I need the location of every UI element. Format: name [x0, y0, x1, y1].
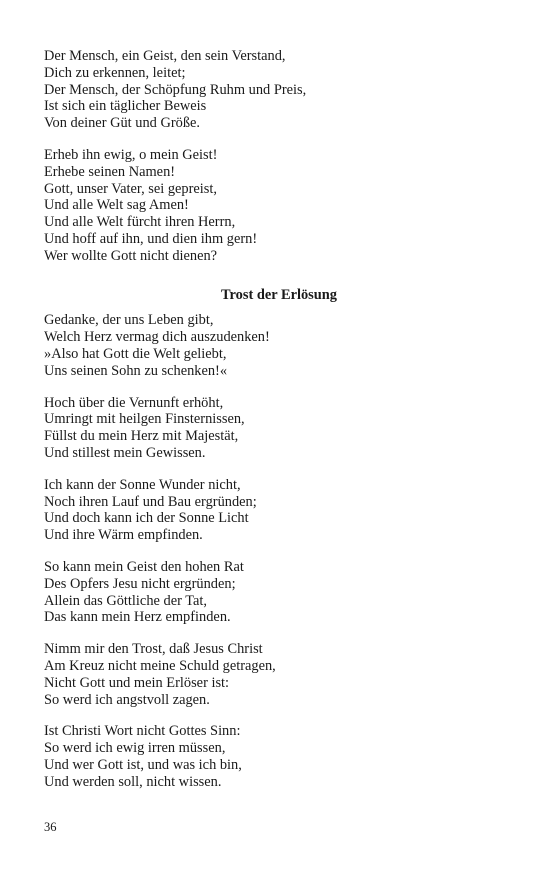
- verse-line: Der Mensch, ein Geist, den sein Verstand,: [44, 48, 286, 64]
- verse-line: So kann mein Geist den hohen Rat: [44, 558, 244, 575]
- stanza: [44, 723, 514, 790]
- verse-line: Uns seinen Sohn zu schenken!«: [44, 362, 228, 379]
- verse-line: Nicht Gott und mein Erlöser ist:: [44, 674, 230, 691]
- verse-line: Der Mensch, der Schöpfung Ruhm und Preis,: [44, 81, 307, 98]
- stanza: [44, 641, 514, 708]
- verse-line: Des Opfers Jesu nicht ergründen;: [44, 575, 236, 592]
- verse-line: Von deiner Güt und Größe.: [44, 115, 201, 132]
- verse-line: Nimm mir den Trost, daß Jesus Christ: [44, 641, 263, 658]
- verse-line: Füllst du mein Herz mit Majestät,: [44, 428, 239, 445]
- verse-line: Hoch über die Vernunft erhöht,: [44, 394, 224, 411]
- verse-line: Gott, unser Vater, sei gepreist,: [44, 180, 218, 197]
- verse-line: Wer wollte Gott nicht dienen?: [44, 247, 218, 264]
- stanza: [44, 395, 514, 462]
- verse-line: So werd ich ewig irren müssen,: [44, 740, 226, 757]
- verse-line: Das kann mein Herz empfinden.: [44, 609, 231, 626]
- poem-text: [44, 312, 514, 790]
- verse-line: Erhebe seinen Namen!: [44, 163, 176, 180]
- stanza: [44, 559, 514, 626]
- stanza: [44, 147, 514, 265]
- verse-line: Noch ihren Lauf und Bau ergründen;: [44, 493, 257, 510]
- verse-line: »Also hat Gott die Welt geliebt,: [44, 345, 227, 362]
- page-body: [44, 48, 514, 805]
- stanza: [44, 477, 514, 544]
- verse-line: Dich zu erkennen, leitet;: [44, 64, 186, 81]
- verse-line: Welch Herz vermag dich auszudenken!: [44, 329, 270, 346]
- verse-line: Und alle Welt fürcht ihren Herrn,: [44, 214, 236, 231]
- verse-line: Umringt mit heilgen Finsternissen,: [44, 411, 245, 428]
- stanza: [44, 48, 514, 132]
- verse-line: Und werden soll, nicht wissen.: [44, 773, 222, 790]
- verse-line: Am Kreuz nicht meine Schuld getragen,: [44, 657, 276, 674]
- verse-line: Und ihre Wärm empfinden.: [44, 527, 203, 544]
- verse-line: Ist sich ein täglicher Beweis: [44, 98, 207, 115]
- previous-poem-ending: [44, 48, 514, 265]
- stanza: [44, 312, 514, 379]
- verse-line: Gedanke, der uns Leben gibt,: [44, 312, 214, 329]
- verse-line: Ich kann der Sonne Wunder nicht,: [44, 476, 241, 493]
- poem-title: Trost der Erlösung: [221, 286, 337, 303]
- page-number: 36: [44, 820, 57, 834]
- verse-line: So werd ich angstvoll zagen.: [44, 691, 210, 708]
- verse-line: Und wer Gott ist, und was ich bin,: [44, 756, 242, 773]
- verse-line: Und stillest mein Gewissen.: [44, 444, 206, 461]
- verse-line: Erheb ihn ewig, o mein Geist!: [44, 146, 218, 163]
- verse-line: Allein das Göttliche der Tat,: [44, 592, 207, 609]
- verse-line: Und hoff auf ihn, und dien ihm gern!: [44, 230, 258, 247]
- verse-line: Ist Christi Wort nicht Gottes Sinn:: [44, 723, 241, 740]
- verse-line: Und alle Welt sag Amen!: [44, 197, 189, 214]
- verse-line: Und doch kann ich der Sonne Licht: [44, 510, 249, 527]
